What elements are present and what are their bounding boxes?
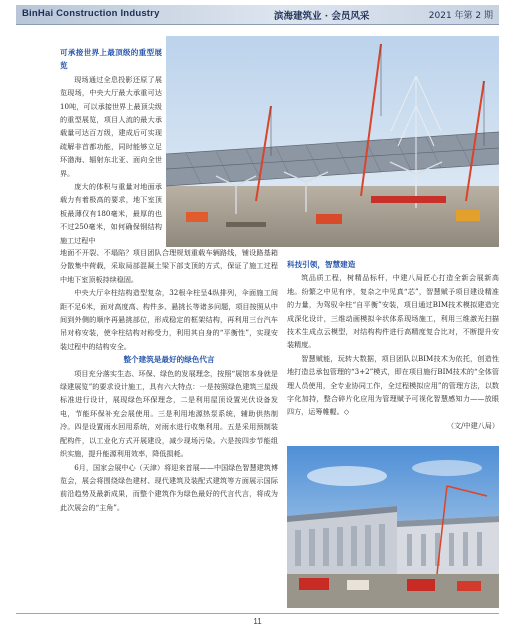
- paragraph: 庞大的体积与重量对地面承载力有着极高的要求，地下室顶板最薄仅有180毫米，最厚的也不过250毫米，如何确保钢结构施工过程中: [60, 182, 162, 245]
- journal-name-en: BinHai Construction Industry: [22, 8, 160, 19]
- section-heading-green-building: 整个建筑是最好的绿色代言: [123, 355, 215, 365]
- issue-label: 2021 年第 2 期: [428, 11, 493, 21]
- paragraph: 中央大厅伞柱结构造型复杂，32根伞柱呈4纵排列，伞面施工间距不足6米，面对高度高、构件多、悬挑长等诸多问题，项目按照从中间到外侧的顺序再悬挑部位，形成稳定的框架结构，再利用三台汽车吊对称安装，使伞柱结构对称受力，利用其自身的“平衡性”，实现安装过程中的结构安全。: [60, 288, 278, 351]
- paragraph: 筑品质工程，树精品标杆，中建八局匠心打造全新会展新高地。纷繁之中见有序，复杂之中见真“芯”，智慧赋予项目建设精准的力量，为驾驭伞柱“自平衡”安装，项目通过BIM技术模拟建造完成深化设计，三维动画模拟伞状体系现场施工，利用三维激光扫描技术生成点云模型，对结构构件进行高精度复合比对，不断提升安装精度。: [287, 273, 499, 350]
- footer-divider: [16, 613, 499, 614]
- paragraph: 地面不开裂、不塌陷？项目团队合理规划重载车辆路线，铺设路基箱分散集中荷载，采取局部混凝土梁下部支顶的方式，保证了施工过程中地下室顶板持续稳固。: [60, 248, 278, 284]
- construction-site-photo: [166, 36, 499, 247]
- left-top-column: [60, 46, 162, 247]
- page-header: [16, 5, 499, 25]
- right-column: [287, 258, 499, 432]
- left-bottom-column: [60, 246, 278, 514]
- section-heading-heavy-exhibits: 可承接世界上最顶级的重型展览: [60, 48, 162, 71]
- page-number: 11: [253, 617, 262, 626]
- exhibition-center-photo: [287, 446, 499, 608]
- paragraph: 智慧赋能，玩转大数据，项目团队以BIM技术为依托，创造性地打造总承包管理的“3+2”模式，即在项目施行BIM技术的“全体管理人员使用，全专业协同工作，全过程模拟应用”的管理方法，以数字化加持，整合碎片化应用为管理赋予可视化智慧感知力——放眼四方，运筹帷幄。◇: [287, 353, 499, 417]
- article-credit: （文/中建八局）: [446, 420, 499, 430]
- section-heading-smart-construction: 科技引领，智慧建造: [287, 260, 356, 269]
- journal-section-title: 滨海建筑业 · 会员风采: [274, 11, 370, 22]
- paragraph: 项目充分落实生态、环保、绿色的发展理念，按照“展馆本身就是绿建展览”的要求设计施工，具有六大特点：一是按照绿色建筑三星级标准进行设计，展现绿色环保理念，二是利用屋顶设置光伏设备发电，节能环保补充会展使用。三是利用地源热泵系统，辅助供热制冷。四是设置雨水回用系统，对雨水进行收集利用。五是采用预制装配构件，以工业化方式开展建设，减少现场污染。六是按四步节能组织实施，提升能源利用效率，降低损耗。: [60, 368, 278, 459]
- paragraph: 现场通过全息投影还原了展览现场，中央大厅最大承重可达10吨，可以承接世界上最顶尖级的重型展览，项目人流的最大承载量可达百万级，建成后可实现疏解非首都功能，同时能够立足环渤海、辐射东北亚、面向全世界。: [60, 74, 162, 178]
- paragraph: 6月，国家会展中心（天津）将迎来首展——中国绿色智慧建筑博览会，展会将围绕绿色建材、现代建筑及装配式建筑等方面展示国际前沿趋势及最新成果，而整个建筑作为绿色最好的代言代言，将成为此次展会的“主角”。: [60, 462, 278, 512]
